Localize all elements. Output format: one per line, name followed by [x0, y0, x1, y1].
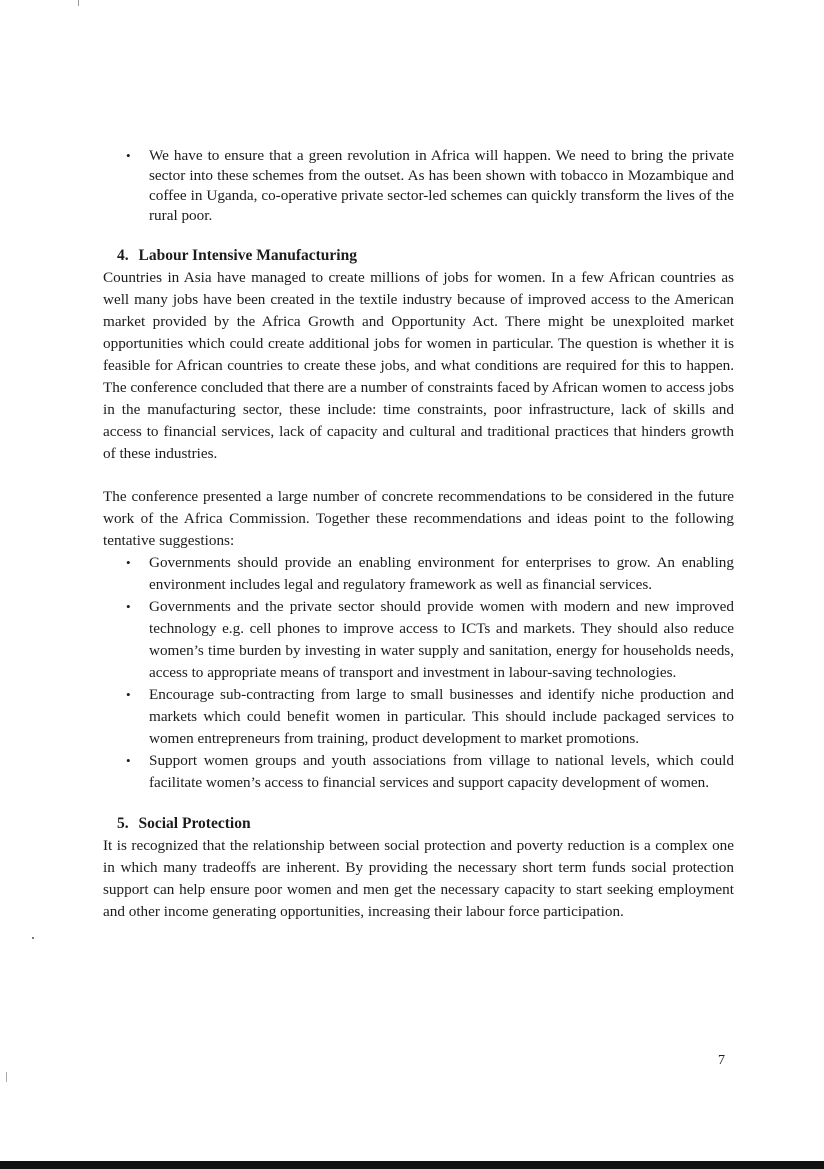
scan-artifact-left	[32, 937, 34, 939]
scan-artifact-top	[78, 0, 79, 6]
section-4-heading	[103, 245, 734, 267]
list-item	[103, 684, 734, 750]
bullet-icon: •	[126, 753, 131, 768]
bullet-icon: •	[126, 555, 131, 570]
page-content	[103, 146, 734, 923]
section-4-title: Labour Intensive Manufacturing	[138, 247, 357, 264]
bullet-text: Support women groups and youth associations from village to national levels, which could facilitate women’s access to financial services and support capacity development of women.	[149, 752, 734, 791]
section-5-paragraph-1: It is recognized that the relationship between social protection and poverty reduction is a complex one in which many tradeoffs are inherent. By providing the necessary short term funds social protection support can help ensure poor women and men get the necessary capacity to start seeking employment and other income generating opportunities, increasing their labour force participation.	[103, 837, 734, 920]
section-4-paragraph-2: The conference presented a large number of concrete recommendations to be considered in the future work of the Africa Commission. Together these recommendations and ideas point to the following tentative suggestions:	[103, 488, 734, 549]
top-bullet-list	[103, 146, 734, 226]
list-item	[103, 552, 734, 596]
list-item	[103, 750, 734, 794]
bullet-icon: •	[126, 599, 131, 614]
section-5-title: Social Protection	[138, 815, 251, 832]
section-4-paragraph-1: Countries in Asia have managed to create millions of jobs for women. In a few African countries as well many jobs have been created in the textile industry because of improved access to the American market provided by the Africa Growth and Opportunity Act. There might be unexploited market opportunities which could create additional jobs for women in particular. The question is whether it is feasible for African countries to create these jobs, and what conditions are required for this to happen. The conference concluded that there are a number of constraints faced by African women to access jobs in the manufacturing sector, these include: time constraints, poor infrastructure, lack of skills and access to financial services, lack of capacity and cultural and traditional practices that hinders growth of these industries.	[103, 269, 734, 462]
bullet-text: Encourage sub-contracting from large to small businesses and identify niche production and markets which could benefit women in particular. This should include packaged services to women entrepreneurs from training, product development to market promotions.	[149, 686, 734, 747]
list-item	[103, 146, 734, 226]
bullet-text: Governments should provide an enabling environment for enterprises to grow. An enabling environment includes legal and regulatory framework as well as financial services.	[149, 554, 734, 593]
page-number: 7	[718, 1053, 725, 1068]
bullet-icon: •	[126, 687, 131, 702]
scan-artifact-left-edge	[6, 1072, 7, 1082]
section-4-number: 4.	[117, 247, 129, 264]
list-item	[103, 596, 734, 684]
bullet-text: Governments and the private sector should provide women with modern and new improved technology e.g. cell phones to improve access to ICTs and markets. They should also reduce women’s time burden by investing in water supply and sanitation, energy for households needs, access to appropriate means of transport and investment in labour-saving technologies.	[149, 598, 734, 681]
section-5-number: 5.	[117, 815, 129, 832]
bullet-icon: •	[126, 148, 131, 163]
section-5-heading	[103, 813, 734, 835]
bullet-text: We have to ensure that a green revolution in Africa will happen. We need to bring the private sector into these schemes from the outset. As has been shown with tobacco in Mozambique and coffee in Uganda, co-operative private sector-led schemes can quickly transform the lives of the rural poor.	[149, 147, 734, 224]
recommendations-list	[103, 552, 734, 794]
scan-bottom-edge	[0, 1161, 824, 1169]
